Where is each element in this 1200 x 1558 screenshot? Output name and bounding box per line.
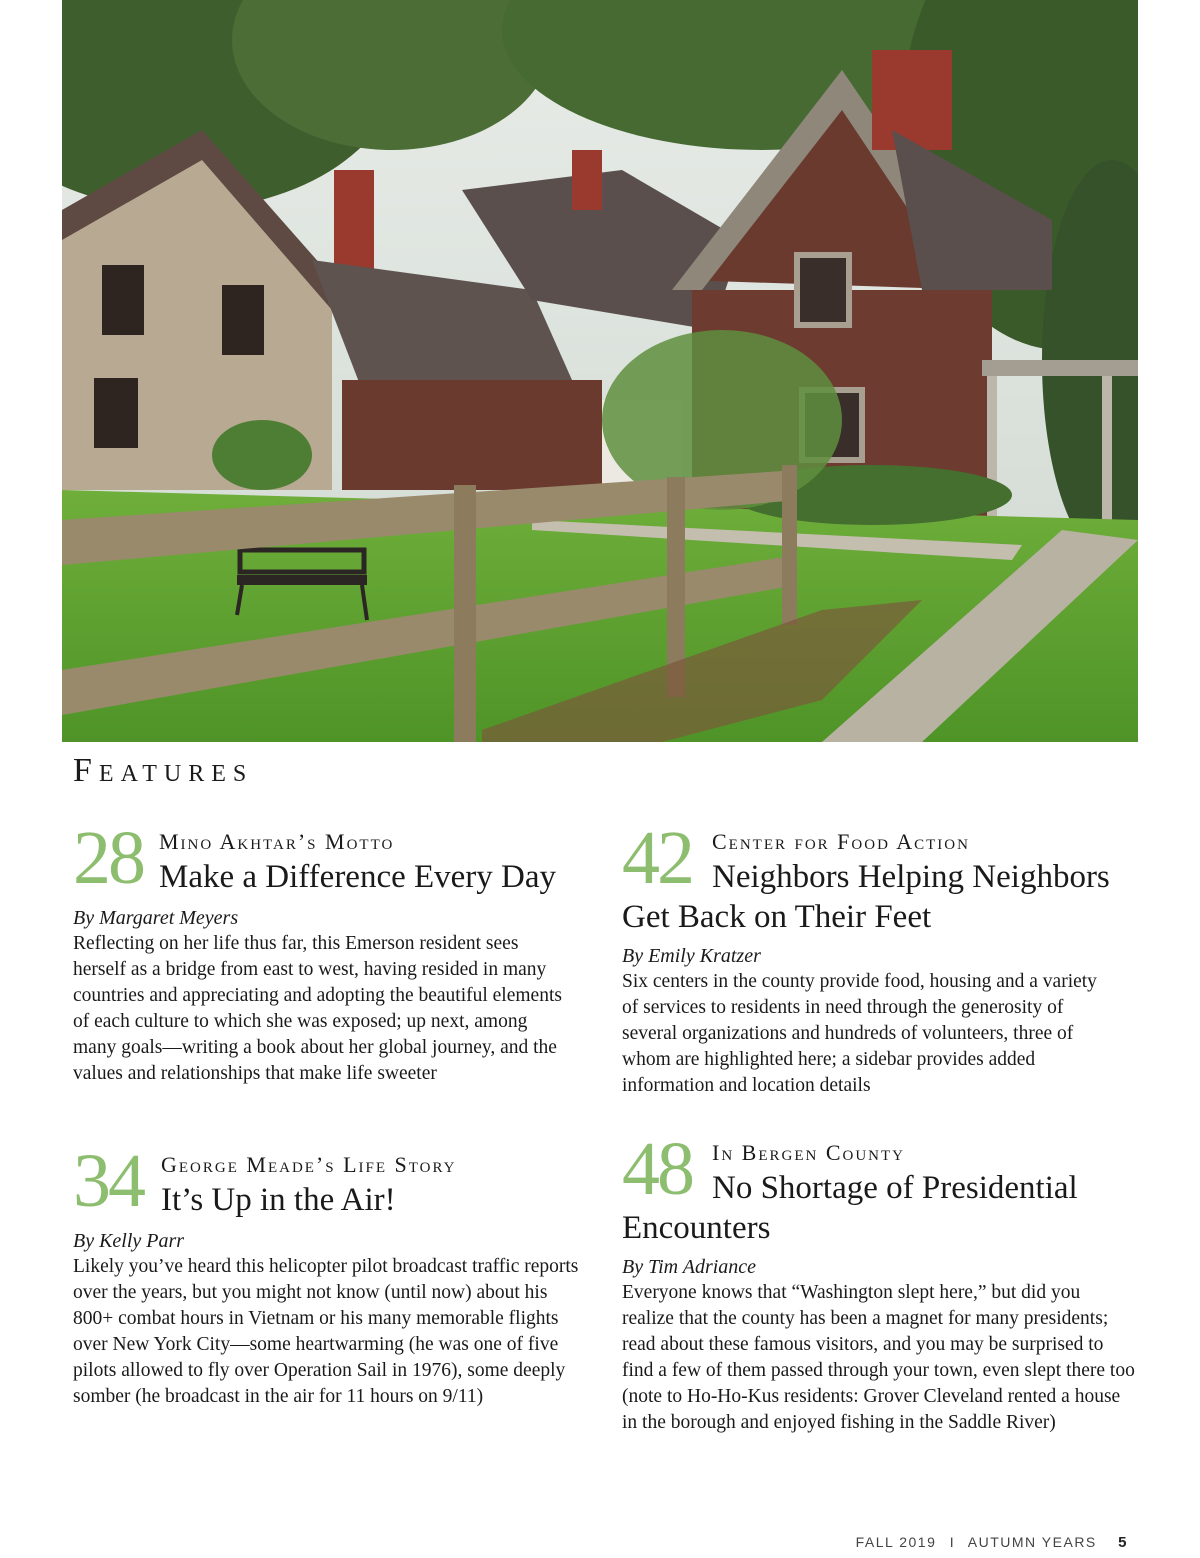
feature-summary: Everyone knows that “Washington slept here,” but did you realize that the county has been a magnet for many presidents; read about these famous visitors, and you may be surprised to find a few of them passed through your town, even slept there too (note to Ho-Ho-Kus residents: Grover Cleveland rented a house in the borough and enjoyed fishing in the Saddle River) xyxy=(622,1282,1135,1433)
feature-article[interactable] xyxy=(622,1127,1142,1436)
feature-page-number: 42 xyxy=(622,816,692,900)
page-number: 5 xyxy=(1118,1534,1128,1551)
feature-byline: By Tim Adriance xyxy=(622,1256,757,1278)
feature-summary: Likely you’ve heard this helicopter pilot broadcast traffic reports over the years, but you might not know (until now) about his 800+ combat hours in Vietnam or his many memorable flights over New York City—some heartwarming (he was one of five pilots allowed to fly over Operation Sail in 1976), some deeply somber (he broadcast in the air for 11 hours on 9/11) xyxy=(73,1256,579,1407)
feature-title: No Shortage of Presidential Encounters xyxy=(622,1170,1078,1246)
feature-page-number: 34 xyxy=(73,1139,143,1223)
feature-byline: By Kelly Parr xyxy=(73,1230,185,1252)
feature-page-number: 28 xyxy=(73,816,143,900)
feature-summary: Reflecting on her life thus far, this Emerson resident sees herself as a bridge from east to west, having resided in many countries and appreciating and adopting the beautiful elements of each culture to which she was exposed; up next, among many goals—writing a book about her global journey, and the values and relationships that make life sweeter xyxy=(73,933,562,1084)
feature-summary: Six centers in the county provide food, housing and a variety of services to residents in need through the generosity of several organizations and hundreds of volunteers, three of whom are highlighted here; a sidebar provides added information and location details xyxy=(622,971,1097,1096)
feature-title: It’s Up in the Air! xyxy=(161,1182,396,1218)
page-footer xyxy=(856,1534,1128,1551)
feature-kicker: Center for Food Action xyxy=(712,829,970,854)
feature-article[interactable] xyxy=(622,816,1142,1099)
feature-page-number: 48 xyxy=(622,1127,692,1211)
feature-kicker: George Meade’s Life Story xyxy=(161,1152,457,1177)
feature-title: Neighbors Helping Neighbors Get Back on Their Feet xyxy=(622,859,1110,935)
feature-byline: By Emily Kratzer xyxy=(622,945,761,967)
feature-kicker: Mino Akhtar’s Motto xyxy=(159,829,395,854)
cover-photo-historic-house xyxy=(62,0,1138,742)
feature-article[interactable] xyxy=(73,816,593,1087)
feature-article[interactable] xyxy=(73,1139,593,1410)
feature-kicker: In Bergen County xyxy=(712,1140,905,1165)
magazine-name: AUTUMN YEARS xyxy=(967,1534,1097,1550)
section-title: Features xyxy=(73,752,254,789)
footer-separator: I xyxy=(949,1534,956,1550)
issue-label: FALL 2019 xyxy=(855,1534,937,1550)
feature-byline: By Margaret Meyers xyxy=(73,907,239,929)
feature-title: Make a Difference Every Day xyxy=(159,859,557,895)
